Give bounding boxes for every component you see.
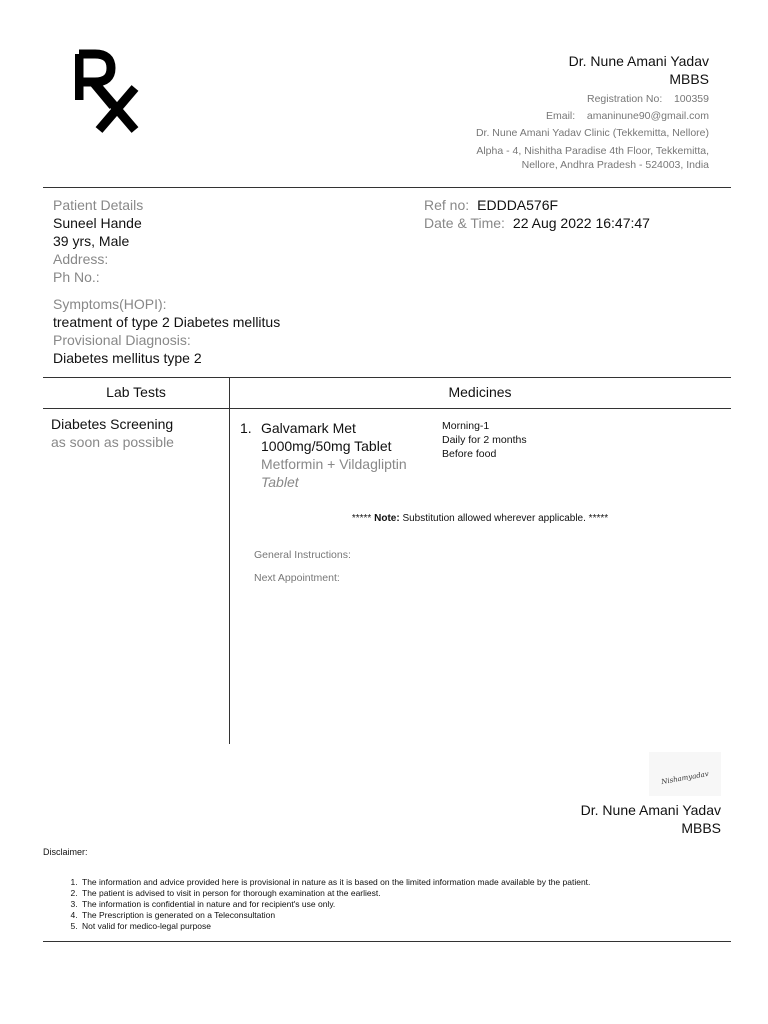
email-value: amaninune90@gmail.com [586,110,709,122]
disclaimer-item: 5. Not valid for medico-legal purpose [80,921,590,932]
disclaimer-item: 3. The information is confidential in nature and for recipient's use only. [80,899,590,910]
disclaimer-item: 2. The patient is advised to visit in person for thorough examination at the earliest. [80,888,590,899]
clinical-block [53,295,280,367]
disclaimer-list [43,877,590,932]
diagnosis-value: Diabetes mellitus type 2 [53,350,202,366]
patient-age-gender: 39 yrs, Male [53,233,130,249]
note-text: Substitution allowed wherever applicable. ***** [399,513,609,524]
lab-test-timing: as soon as possible [51,434,174,450]
substitution-note [229,513,731,524]
patient-details [53,196,143,286]
medicine-name: Galvamark Met [261,420,356,436]
patient-address-label: Address: [53,251,109,267]
disclaimer-item: 1. The information and advice provided here is provisional in nature as it is based on the limited information made available by the patient. [80,877,590,888]
dose-duration: Daily for 2 months [442,434,527,446]
general-instructions-label: General Instructions: [254,549,351,561]
email-label: Email: [546,110,576,122]
ref-value: EDDDA576F [477,197,559,213]
note-prefix: ***** [351,513,375,524]
patient-name: Suneel Hande [53,215,142,231]
doctor-degree: MBBS [669,71,709,87]
address-line-2: Nellore, Andhra Pradesh - 524003, India [521,158,709,171]
disclaimer-item: 4. The Prescription is generated on a Teleconsultation [80,910,590,921]
doctor-header [476,52,709,172]
lab-test-name: Diabetes Screening [51,416,174,432]
table-header-border [43,408,731,409]
registration-row [476,91,709,108]
datetime-value: 22 Aug 2022 16:47:47 [512,215,650,231]
lab-tests-header: Lab Tests [106,384,166,400]
signature-scribble: Nishamyadav [660,769,710,787]
datetime-label: Date & Time: [424,215,505,231]
medicine-form: Tablet [261,474,299,490]
table-top-border [43,377,731,378]
signature-degree: MBBS [681,820,721,836]
dose-timing: Morning-1 [442,420,490,432]
disclaimer-title: Disclaimer: [43,847,88,857]
medicine-number: 1. [240,420,252,436]
signature-doctor-name: Dr. Nune Amani Yadav [580,802,721,818]
doctor-name: Dr. Nune Amani Yadav [568,53,709,69]
rx-logo [75,48,145,138]
signature-block [581,801,721,837]
registration-label: Registration No: [586,93,663,105]
patient-details-label: Patient Details [53,197,144,213]
registration-value: 100359 [673,93,709,105]
clinic-name: Dr. Nune Amani Yadav Clinic (Tekkemitta, Nellore) [475,127,709,139]
medicine-strength: 1000mg/50mg Tablet [261,438,392,454]
instructions-block [254,544,351,590]
reference-block [424,196,650,232]
medicines-header: Medicines [448,384,512,400]
symptoms-label: Symptoms(HOPI): [53,296,167,312]
table-column-divider [229,377,230,744]
medicine-dosage [442,419,527,461]
lab-test-item [51,415,174,451]
patient-phone-label: Ph No.: [53,269,100,285]
medicine-generic: Metformin + Vildagliptin [261,456,407,472]
note-label: Note: [374,513,400,524]
email-row [476,108,709,125]
footer-divider [43,941,731,942]
dose-instruction: Before food [442,448,497,460]
address-line-1: Alpha - 4, Nishitha Paradise 4th Floor, Tekkemitta, [476,145,709,157]
signature-image [649,752,721,796]
ref-label: Ref no: [424,197,470,213]
diagnosis-label: Provisional Diagnosis: [53,332,191,348]
medicine-item [261,419,407,491]
symptoms-value: treatment of type 2 Diabetes mellitus [53,314,281,330]
divider [43,187,731,188]
next-appointment-label: Next Appointment: [254,572,340,584]
